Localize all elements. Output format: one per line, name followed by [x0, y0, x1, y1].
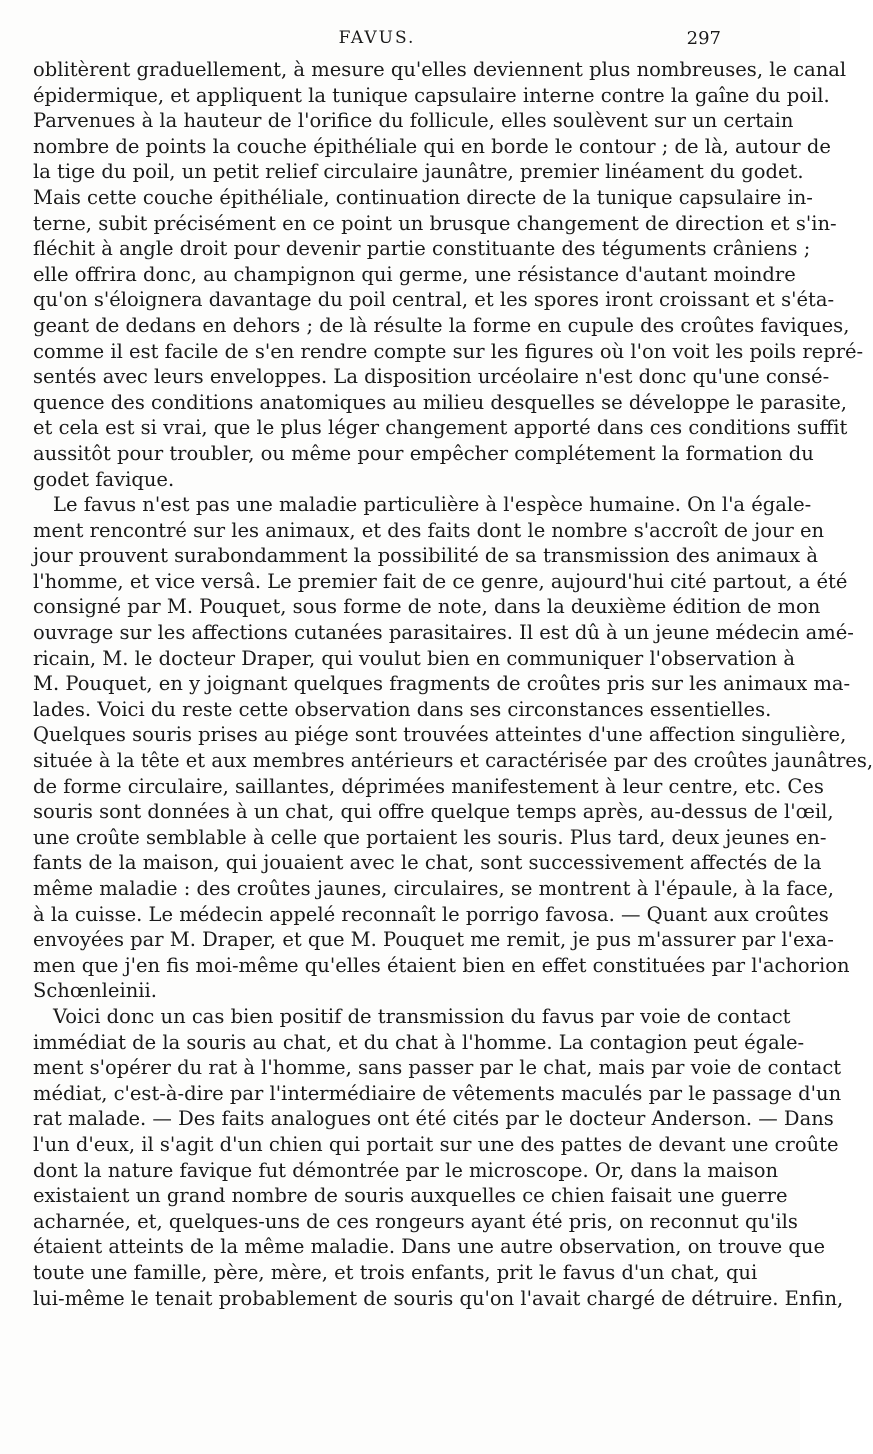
text-line: M. Pouquet, en y joignant quelques fragments de croûtes pris sur les animaux ma- — [33, 672, 851, 696]
text-line: envoyées par M. Draper, et que M. Pouquet me remit, je pus m'assurer par l'exa- — [33, 928, 834, 952]
text-line: Le favus n'est pas une maladie particulière à l'espèce humaine. On l'a égale- — [53, 493, 812, 517]
text-line: qu'on s'éloignera davantage du poil central, et les spores iront croissant et s'éta- — [33, 288, 835, 312]
paragraph — [33, 1004, 844, 1311]
text-line: ouvrage sur les affections cutanées parasitaires. Il est dû à un jeune médecin amé- — [33, 621, 854, 645]
text-line: Voici donc un cas bien positif de transmission du favus par voie de contact — [53, 1004, 791, 1028]
text-line: fants de la maison, qui jouaient avec le chat, sont successivement affectés de la — [33, 851, 822, 875]
paragraph — [33, 492, 873, 1004]
text-line: Schœnleinii. — [33, 979, 157, 1003]
text-line: Parvenues à la hauteur de l'orifice du follicule, elles soulèvent sur un certain — [33, 109, 794, 133]
text-line: nombre de points la couche épithéliale qui en borde le contour ; de là, autour de — [33, 134, 831, 158]
text-line: fléchit à angle droit pour devenir partie constituante des téguments crâniens ; — [33, 237, 811, 261]
text-line: ment rencontré sur les animaux, et des faits dont le nombre s'accroît de jour en — [33, 518, 825, 542]
text-line: étaient atteints de la même maladie. Dans une autre observation, on trouve que — [33, 1235, 825, 1259]
page-header — [33, 28, 721, 52]
paragraph — [33, 57, 864, 492]
text-line: quence des conditions anatomiques au milieu desquelles se développe le parasite, — [33, 390, 848, 414]
page-number: 297 — [686, 28, 721, 49]
text-line: consigné par M. Pouquet, sous forme de note, dans la deuxième édition de mon — [33, 595, 821, 619]
text-line: Mais cette couche épithéliale, continuation directe de la tunique capsulaire in- — [33, 185, 813, 209]
text-line: elle offrira donc, au champignon qui germe, une résistance d'autant moindre — [33, 262, 796, 286]
text-line: jour prouvent surabondamment la possibilité de sa transmission des animaux à — [33, 544, 818, 568]
text-line: épidermique, et appliquent la tunique capsulaire interne contre la gaîne du poil. — [33, 83, 830, 107]
text-line: geant de dedans en dehors ; de là résulte la forme en cupule des croûtes faviques, — [33, 313, 850, 337]
text-line: acharnée, et, quelques-uns de ces rongeurs ayant été pris, on reconnut qu'ils — [33, 1209, 798, 1233]
text-line: immédiat de la souris au chat, et du chat à l'homme. La contagion peut égale- — [33, 1030, 805, 1054]
text-line: rat malade. — Des faits analogues ont été cités par le docteur Anderson. — Dans — [33, 1107, 834, 1131]
text-line: existaient un grand nombre de souris auxquelles ce chien faisait une guerre — [33, 1184, 788, 1208]
text-line: à la cuisse. Le médecin appelé reconnaît le porrigo favosa. — Quant aux croûtes — [33, 902, 829, 926]
text-line: une croûte semblable à celle que portaient les souris. Plus tard, deux jeunes en- — [33, 825, 827, 849]
text-line: men que j'en fis moi-même qu'elles étaient bien en effet constituées par l'achorion — [33, 953, 850, 977]
text-line: souris sont données à un chat, qui offre quelque temps après, au-dessus de l'œil, — [33, 800, 834, 824]
text-line: terne, subit précisément en ce point un brusque changement de direction et s'in- — [33, 211, 837, 235]
text-line: la tige du poil, un petit relief circulaire jaunâtre, premier linéament du godet. — [33, 160, 804, 184]
text-line: l'homme, et vice versâ. Le premier fait de ce genre, aujourd'hui cité partout, a été — [33, 569, 848, 593]
text-line: lui-même le tenait probablement de souris qu'on l'avait chargé de détruire. Enfin, — [33, 1286, 844, 1310]
text-line: sentés avec leurs enveloppes. La disposition urcéolaire n'est donc qu'une consé- — [33, 365, 830, 389]
text-line: ment s'opérer du rat à l'homme, sans passer par le chat, mais par voie de contact — [33, 1056, 842, 1080]
text-line: l'un d'eux, il s'agit d'un chien qui portait sur une des pattes de devant une croûte — [33, 1132, 839, 1156]
text-line: située à la tête et aux membres antérieurs et caractérisée par des croûtes jaunâtres, — [33, 749, 873, 773]
text-line: godet favique. — [33, 467, 175, 491]
text-line: comme il est facile de s'en rendre compte sur les figures où l'on voit les poils repré- — [33, 339, 864, 363]
text-line: médiat, c'est-à-dire par l'intermédiaire de vêtements maculés par le passage d'un — [33, 1081, 842, 1105]
text-line: même maladie : des croûtes jaunes, circulaires, se montrent à l'épaule, à la face, — [33, 877, 834, 900]
running-title: FAVUS. — [338, 28, 416, 48]
text-line: oblitèrent graduellement, à mesure qu'elles deviennent plus nombreuses, le canal — [33, 58, 847, 81]
text-line: toute une famille, père, mère, et trois enfants, prit le favus d'un chat, qui — [33, 1260, 758, 1284]
text-line: aussitôt pour troubler, ou même pour empêcher complétement la formation du — [33, 441, 814, 465]
text-line: et cela est si vrai, que le plus léger changement apporté dans ces conditions suffit — [33, 416, 848, 440]
text-line: Quelques souris prises au piége sont trouvées atteintes d'une affection singulière, — [33, 723, 847, 747]
text-line: ricain, M. le docteur Draper, qui voulut bien en communiquer l'observation à — [33, 646, 795, 670]
text-line: de forme circulaire, saillantes, déprimées manifestement à leur centre, etc. Ces — [33, 774, 824, 798]
body-text — [33, 57, 873, 1311]
text-line: lades. Voici du reste cette observation dans ses circonstances essentielles. — [33, 697, 772, 721]
text-line: dont la nature favique fut démontrée par le microscope. Or, dans la maison — [33, 1158, 779, 1182]
